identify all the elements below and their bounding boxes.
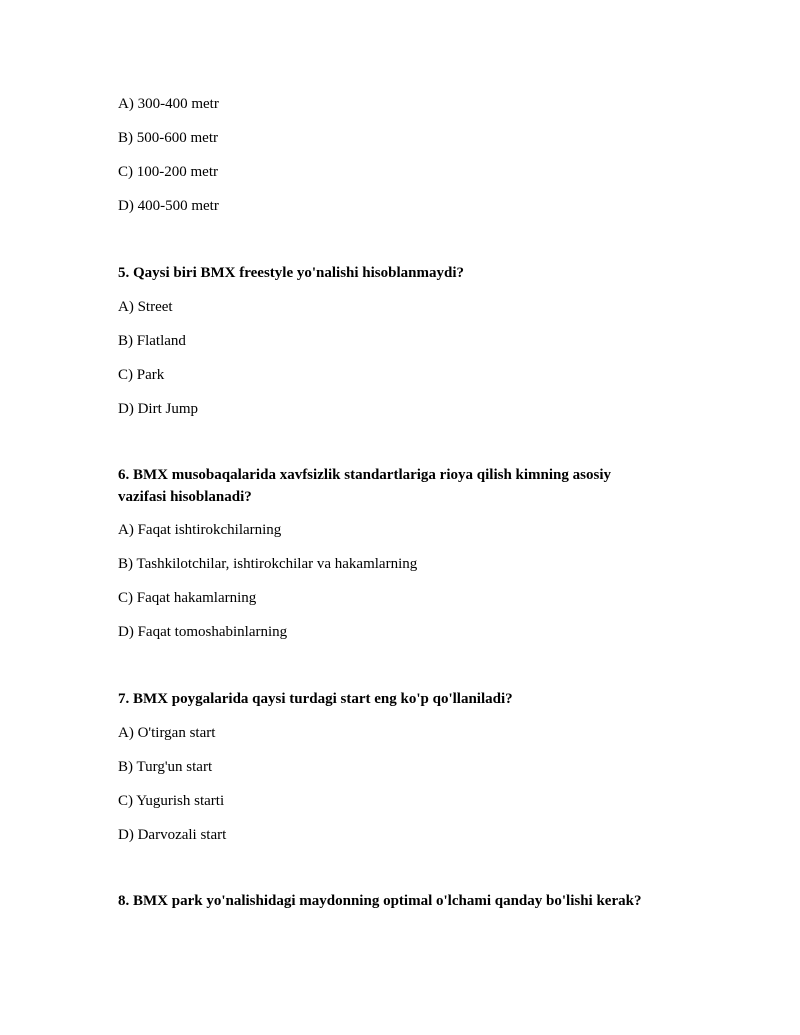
q7-option-c: C) Yugurish starti bbox=[118, 793, 225, 809]
q7-question: 7. BMX poygalarida qaysi turdagi start eng ko'p qo'llaniladi? bbox=[118, 691, 513, 707]
q5-option-c: C) Park bbox=[118, 367, 165, 383]
q6-question-line2: vazifasi hisoblanadi? bbox=[118, 489, 252, 505]
q7-option-d: D) Darvozali start bbox=[118, 827, 227, 843]
q6-option-c: C) Faqat hakamlarning bbox=[118, 590, 257, 606]
q4-option-b: B) 500-600 metr bbox=[118, 130, 218, 146]
q5-option-a: A) Street bbox=[118, 299, 173, 315]
q6-option-d: D) Faqat tomoshabinlarning bbox=[118, 624, 288, 640]
q6-option-b: B) Tashkilotchilar, ishtirokchilar va hakamlarning bbox=[118, 556, 418, 572]
q5-option-b: B) Flatland bbox=[118, 333, 186, 349]
q7-option-a: A) O'tirgan start bbox=[118, 725, 216, 741]
q6-question-line1: 6. BMX musobaqalarida xavfsizlik standartlariga rioya qilish kimning asosiy bbox=[118, 467, 611, 483]
q7-option-b: B) Turg'un start bbox=[118, 759, 213, 775]
q4-option-c: C) 100-200 metr bbox=[118, 164, 218, 180]
q5-question: 5. Qaysi biri BMX freestyle yo'nalishi hisoblanmaydi? bbox=[118, 265, 465, 281]
q8-question: 8. BMX park yo'nalishidagi maydonning optimal o'lchami qanday bo'lishi kerak? bbox=[118, 893, 642, 909]
q4-option-d: D) 400-500 metr bbox=[118, 198, 219, 214]
q5-option-d: D) Dirt Jump bbox=[118, 401, 198, 417]
q4-option-a: A) 300-400 metr bbox=[118, 96, 219, 112]
q6-option-a: A) Faqat ishtirokchilarning bbox=[118, 522, 282, 538]
